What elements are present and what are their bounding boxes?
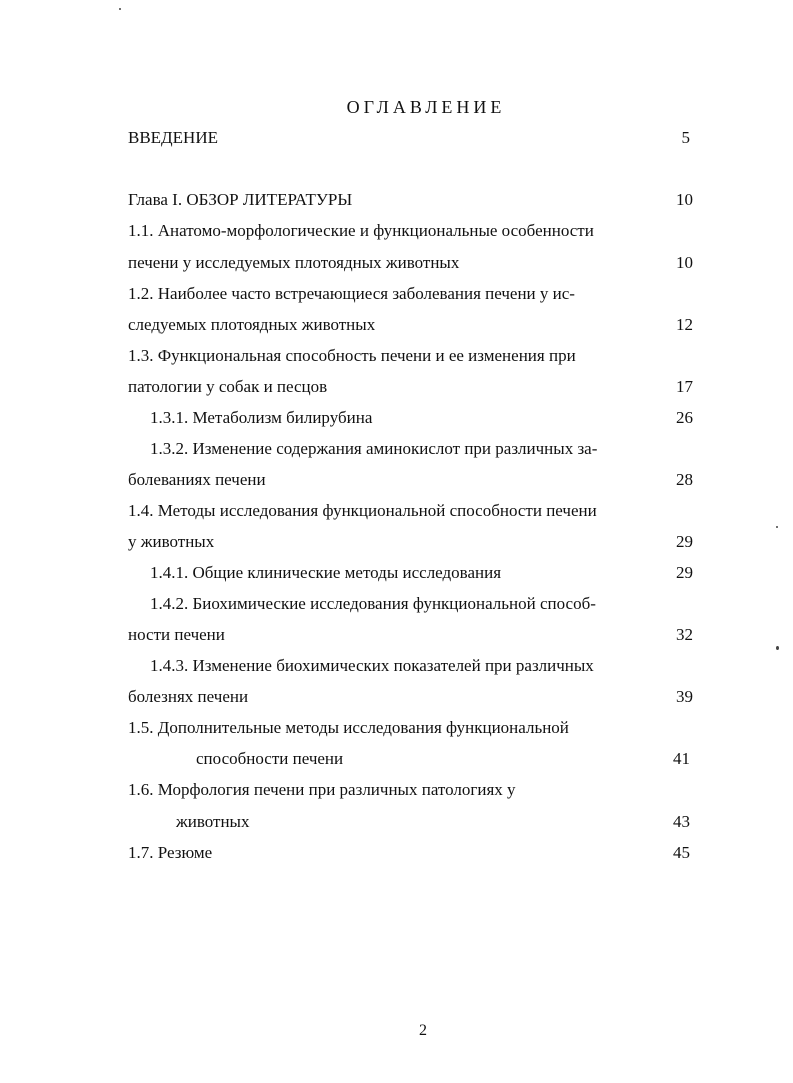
toc-entry-1-3: 1.3. Функциональная способность печени и ее изменения при [128, 346, 576, 365]
toc-entry-1-5-cont: способности печени [196, 749, 344, 768]
scan-speck [776, 526, 778, 528]
toc-entry-1-2-cont: следуемых плотоядных животных [128, 315, 376, 334]
toc-page-1-2: 12 [676, 315, 693, 334]
toc-entry-1-5: 1.5. Дополнительные методы исследования функциональной [128, 718, 569, 737]
toc-entry-1-1: 1.1. Анатомо-морфологические и функциональные особенности [128, 221, 594, 240]
page-number: 2 [419, 1022, 427, 1039]
toc-entry-1-4-2: 1.4.2. Биохимические исследования функциональной способ- [150, 594, 596, 613]
toc-entry-1-3-cont: патологии у собак и песцов [128, 377, 328, 396]
toc-page-1-4: 29 [676, 532, 693, 551]
scan-speck [119, 8, 121, 10]
toc-page-1-3: 17 [676, 377, 693, 396]
toc-entry-chapter1: Глава I. ОБЗОР ЛИТЕРАТУРЫ [128, 190, 353, 209]
toc-entry-1-2: 1.2. Наиболее часто встречающиеся заболевания печени у ис- [128, 284, 575, 303]
toc-page-1-4-1: 29 [676, 563, 693, 582]
toc-entry-1-4: 1.4. Методы исследования функциональной способности печени [128, 501, 597, 520]
toc-entry-1-3-2: 1.3.2. Изменение содержания аминокислот при различных за- [150, 439, 598, 458]
toc-entry-1-6-cont: животных [176, 812, 250, 831]
page-title: ОГЛАВЛЕНИЕ [346, 97, 506, 117]
toc-entry-1-6: 1.6. Морфология печени при различных патологиях у [128, 780, 516, 799]
toc-page-1-1: 10 [676, 253, 693, 272]
scan-speck [776, 646, 779, 650]
toc-page-1-3-1: 26 [676, 408, 693, 427]
toc-page-1-4-2: 32 [676, 625, 693, 644]
toc-entry-1-4-1: 1.4.1. Общие клинические методы исследования [150, 563, 502, 582]
toc-entry-1-3-1: 1.3.1. Метаболизм билирубина [150, 408, 373, 427]
toc-page-1-4-3: 39 [676, 687, 693, 706]
toc-entry-1-1-cont: печени у исследуемых плотоядных животных [128, 253, 460, 272]
toc-entry-1-4-3: 1.4.3. Изменение биохимических показателей при различных [150, 656, 594, 675]
toc-page-intro: 5 [681, 128, 690, 147]
toc-page-1-7: 45 [673, 843, 690, 862]
toc-entry-1-4-3-cont: болезнях печени [128, 687, 249, 706]
toc-entry-1-7: 1.7. Резюме [128, 843, 213, 862]
toc-entry-intro: ВВЕДЕНИЕ [128, 128, 218, 147]
toc-entry-1-4-cont: у животных [128, 532, 215, 551]
toc-page-1-3-2: 28 [676, 470, 693, 489]
toc-entry-1-4-2-cont: ности печени [128, 625, 225, 644]
toc-page-1-5: 41 [673, 749, 690, 768]
toc-page-chapter1: 10 [676, 190, 693, 209]
toc-entry-1-3-2-cont: болеваниях печени [128, 470, 266, 489]
toc-page-1-6: 43 [673, 812, 690, 831]
